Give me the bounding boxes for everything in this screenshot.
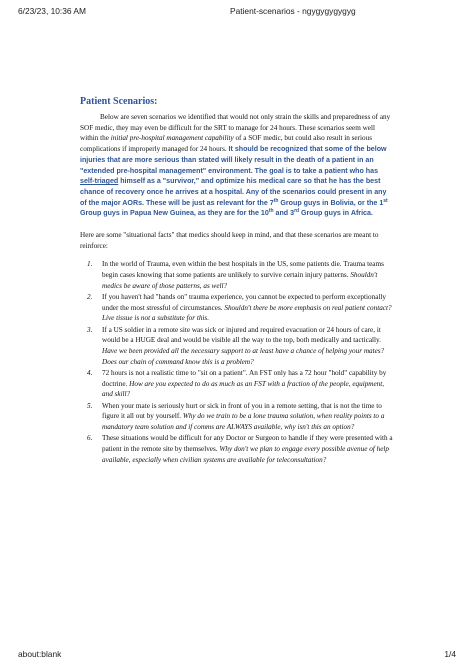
intro-highlight bbox=[80, 145, 388, 217]
print-url: about:blank bbox=[18, 649, 62, 659]
list-question: Shouldn't there be more emphasis on real patient contact? Live tissue is not a substitute for this. bbox=[102, 303, 392, 323]
list-number: 6. bbox=[87, 434, 93, 443]
list-item bbox=[80, 292, 393, 324]
highlight-underlined: self-triaged bbox=[80, 177, 119, 186]
sup-rd: rd bbox=[294, 208, 300, 215]
page-title: Patient Scenarios: bbox=[80, 96, 158, 107]
list-question: Shouldn't medics be aware of those patterns, as well? bbox=[102, 271, 378, 290]
list-question: Why don't we plan to engage every possible avenue of help available, especially when civilian systems are available for teleconsultation? bbox=[102, 444, 389, 464]
intro-paragraph bbox=[80, 112, 393, 219]
document-body bbox=[80, 96, 393, 466]
print-footer bbox=[18, 649, 456, 663]
highlight-text-1: It should be recognized that some of the below injuries that are more serious than stated will likely result in the death of a patient in an "extended pre-hospital management" environment. The goal is to take a patient who has bbox=[80, 145, 387, 175]
list-question: How are you expected to do as much as an FST with a fraction of the people, equipment, and skill? bbox=[102, 379, 385, 399]
sup-th: th bbox=[273, 197, 279, 204]
list-item bbox=[80, 368, 393, 400]
sup-th-2: th bbox=[268, 208, 274, 215]
print-page-number: 1/4 bbox=[444, 649, 456, 659]
list-item bbox=[80, 433, 393, 465]
highlight-text-4: Group guys in Papua New Guinea, as they are for the 10 bbox=[80, 209, 269, 218]
list-item bbox=[80, 259, 393, 291]
list-text: If a US soldier in a remote site was sick or injured and required evacuation or 24 hours of care, it would be a HUGE deal and would be visible all the way to the top, both medically and tactically. bbox=[102, 325, 381, 345]
list-number: 4. bbox=[87, 368, 93, 377]
print-doc-title: Patient-scenarios - ngygygygygyg bbox=[230, 6, 356, 16]
intro-emphasis: initial pre-hospital management capability bbox=[110, 134, 234, 143]
list-text: When your mate is seriously hurt or sick in front of you in a remote setting, that is not the time to figure it all out by yourself. bbox=[102, 401, 382, 421]
intro-text-1: Below are seven scenarios we identified that would not only strain the skills and preparedness of any SOF medic, they may even be difficult for the SRT to manage for 24 hours. These scenarios seem well within the bbox=[80, 113, 391, 143]
list-item bbox=[80, 401, 393, 433]
list-text: 72 hours is not a realistic time to "sit on a patient". An FST only has a 72 hour "hold" capability by doctrine. bbox=[102, 368, 387, 388]
highlight-text-3: Group guys in Bolivia, or the 1 bbox=[278, 198, 384, 207]
highlight-text-2: himself as a "survivor," and optimize his medical care so that he has the best chance of recovery once he arrives at a hospital. Any of the scenarios could present in any of the major AORs. These will be just as relevant for the 7 bbox=[80, 177, 387, 207]
highlight-text-5: and 3 bbox=[273, 209, 295, 218]
list-number: 2. bbox=[87, 293, 93, 302]
print-header bbox=[18, 6, 456, 20]
sup-st: st bbox=[383, 197, 388, 204]
print-datetime: 6/23/23, 10:36 AM bbox=[18, 6, 86, 16]
highlight-text-6: Group guys in Africa. bbox=[299, 209, 373, 218]
list-text: If you haven't had "hands on" trauma experience, you cannot be expected to perform exceptionally under the most stressful of circumstances. bbox=[102, 293, 386, 312]
list-number: 5. bbox=[87, 401, 93, 410]
list-item bbox=[80, 325, 393, 368]
list-number: 1. bbox=[87, 260, 93, 269]
list-text: In the world of Trauma, even within the best hospitals in the US, some patients die. Trauma teams begin cases knowing that some patients are unlikely to survive certain injury patterns. bbox=[102, 260, 384, 280]
intro-text-2: of a SOF medic, but could also result in serious complications if improperly managed for 24 hours. bbox=[80, 134, 372, 154]
list-question: Why do we train to be a lone trauma solution, when reality points to a mandatory team solution and if comms are ALWAYS available, why isn't this an option? bbox=[102, 412, 385, 431]
list-text: These situations would be difficult for any Doctor or Surgeon to handle if they were presented with a patient in the remote site by themselves. bbox=[102, 434, 393, 453]
list-question: Have we been provided all the necessary support to at least have a chance of helping your mates? Does our chain of command know this is a problem? bbox=[102, 347, 385, 366]
situational-intro: Here are some "situational facts" that medics should keep in mind, and that these scenarios are meant to reinforce: bbox=[80, 231, 379, 250]
facts-list bbox=[80, 259, 393, 465]
list-number: 3. bbox=[87, 325, 93, 334]
